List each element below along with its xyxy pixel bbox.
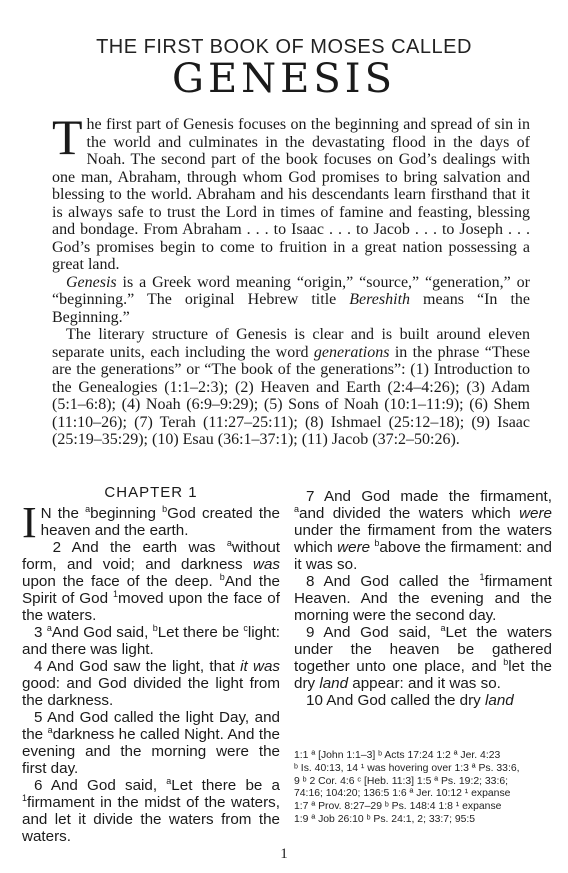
- book-subtitle: THE FIRST BOOK OF MOSES CALLED: [96, 36, 472, 58]
- page-number: 1: [280, 846, 288, 862]
- verse-5: 5 And God called the light Day, and the $^a$darkness he called Night. And the evening and the morning were the first day.: [22, 709, 280, 777]
- verse-4: 4 And God saw the light, that it was good: and God divided the light from the darkness.: [22, 658, 280, 709]
- verse-3: 3 $^a$And God said, $^b$Let there be $^c$light: and there was light.: [22, 622, 280, 658]
- scripture-column-right: [294, 488, 552, 709]
- footnote-line: 1:9 ª Job 26:10 ᵇ Ps. 24:1, 2; 33:7; 95:5: [294, 813, 476, 825]
- footnote-line: 1:1 ª [John 1:1–3] ᵇ Acts 17:24 1:2 ª Jer. 4:23: [294, 750, 501, 761]
- verse-drop-cap: I: [22, 498, 37, 547]
- book-title: GENESIS: [172, 56, 396, 102]
- footnote-line: ᵇ Is. 40:13, 14 ¹ was hovering over 1:3 ª Ps. 33:6,: [294, 762, 520, 774]
- verse-9: 9 And God said, $^a$Let the waters under the heaven be gathered together unto one place, and $^b$let the dry land appear: and it was so.: [294, 622, 553, 692]
- introduction: [52, 109, 530, 449]
- footnote-line: 74:16; 104:20; 136:5 1:6 ª Jer. 10:12 ¹ expanse: [294, 788, 511, 800]
- footnotes: [294, 750, 556, 827]
- intro-paragraph-2: Genesis is a Greek word meaning “origin,” “source,” “generation,” or “beginning.” The original Hebrew title Bereshith means “In the Beginning.”: [52, 273, 530, 326]
- intro-paragraph-3: The literary structure of Genesis is clear and is built around eleven separate units, each including the word generations in the phrase “These are the generations” or “The book of the generations”: (1) Introduction to the Genealogies (1:1–2:3); (2) Heaven and Earth (2:4–4:26); (3) Adam (5:1–6:8); (4) Noah (6:9–9:29); (5) Sons of Noah (10:1–11:9); (6) Shem (11:10–26); (7) Terah (11:27–25:11); (8) Ishmael (25:12–18); (9) Isaac (25:19–35:29); (10) Esau (36:1–37:1); (11) Jacob (37:2–50:26).: [52, 326, 530, 448]
- verse-2: 2 And the earth was $^a$without form, and void; and darkness was upon the face of the deep. $^b$And the Spirit of God $^1$moved upon the face of the waters.: [22, 537, 280, 624]
- footnote-line: 1:7 ª Prov. 8:27–29 ᵇ Ps. 148:4 1:8 ¹ expanse: [294, 801, 502, 813]
- scripture-column-left: [22, 484, 280, 845]
- verse-10: 10 And God called the dry land: [306, 692, 514, 709]
- intro-paragraph-1: The first part of Genesis focuses on the beginning and spread of sin in the world and culminates in the devastating flood in the days of Noah. The second part of the book focuses on God’s dealings with one man, Abraham, through whom God promises to bring salvation and blessing to the world. Abraham and his descendants learn firsthand that it is always safe to trust the Lord in times of famine and feasting, blessing and bondage. From Abraham . . . to Isaac . . . to Jacob . . . to Joseph . . . God’s promises begin to come to fruition in a great nation possessing a great land.: [52, 109, 530, 273]
- footnote-line: 9 ᵇ 2 Cor. 4:6 ᶜ [Heb. 11:3] 1:5 ª Ps. 19:2; 33:6;: [294, 775, 508, 787]
- verse-7: 7 And God made the firmament, $^a$and divided the waters which were under the firmament from the waters which were $^b$above the firmament: and it was so.: [294, 488, 552, 573]
- verse-8: 8 And God called the $^1$firmament Heaven. And the evening and the morning were the second day.: [294, 571, 552, 624]
- drop-cap: T: [52, 109, 83, 165]
- verse-6: 6 And God said, $^a$Let there be a $^1$firmament in the midst of the waters, and let it divide the waters from the waters.: [22, 775, 281, 845]
- chapter-heading: CHAPTER 1: [104, 484, 198, 501]
- verse-1: I N the $^a$beginning $^b$God created the heaven and the earth.: [22, 498, 280, 547]
